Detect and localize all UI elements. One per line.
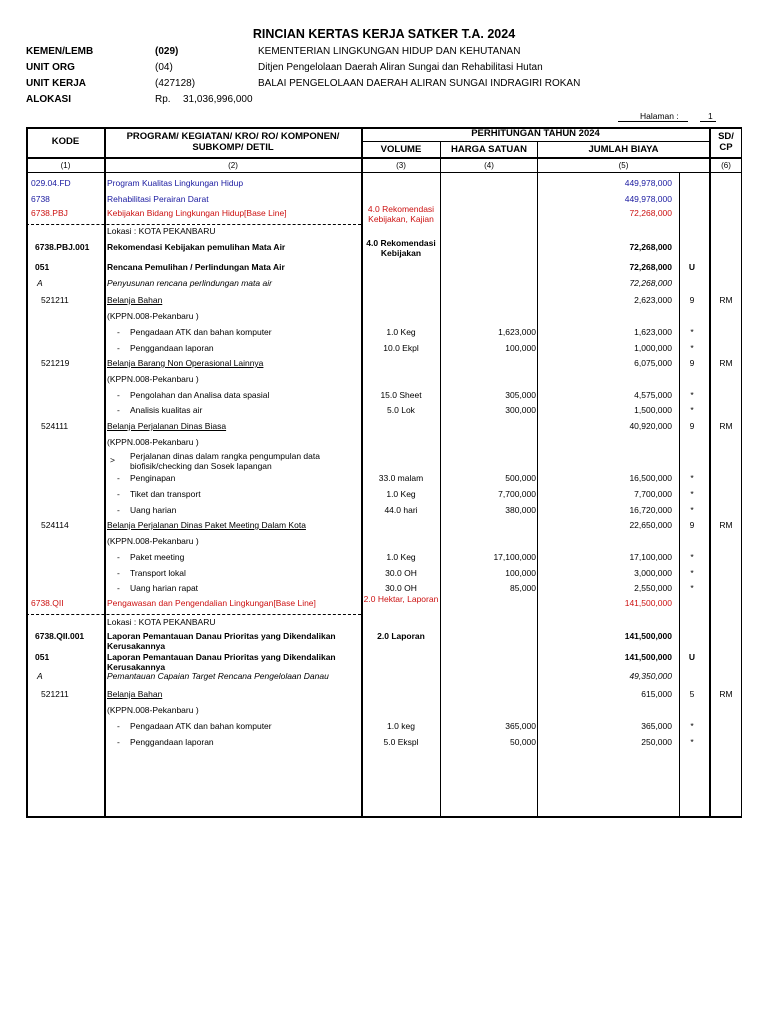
row-uraian: Pengadaan ATK dan bahan komputer	[130, 721, 272, 731]
bullet-dash: -	[117, 343, 120, 353]
header-label: ALOKASI	[26, 94, 71, 105]
row-jumlah: 250,000	[641, 737, 672, 747]
row-uraian: Transport lokal	[130, 568, 186, 578]
row-volume: 30.0 OH	[385, 583, 417, 593]
row-uraian: Rencana Pemulihan / Perlindungan Mata Air	[107, 262, 285, 272]
row-uraian: (KPPN.008-Pekanbaru )	[107, 705, 199, 715]
row-harga: 7,700,000	[498, 489, 536, 499]
row-kode: 521211	[41, 295, 69, 305]
alokasi-amount: 31,036,996,000	[183, 94, 253, 105]
column-header-kode: KODE	[51, 136, 80, 147]
row-uraian: Rekomendasi Kebijakan pemulihan Mata Air	[107, 242, 286, 252]
row-uraian: Belanja Perjalanan Dinas Biasa	[107, 421, 227, 431]
bullet-dash: -	[117, 583, 120, 593]
row-uraian: Uang harian rapat	[130, 583, 199, 593]
row-harga: 100,000	[505, 343, 536, 353]
row-kode: 521219	[41, 358, 70, 368]
row-kode: 6738	[31, 194, 50, 204]
bullet-dash: -	[117, 405, 120, 415]
column-header-program: PROGRAM/ KEGIATAN/ KRO/ RO/ KOMPONEN/ SUBKOMP/ DETIL	[126, 131, 340, 153]
column-header-perhitungan: PERHITUNGAN TAHUN 2024	[471, 128, 600, 139]
bullet-dash: -	[117, 327, 120, 337]
row-sd: *	[690, 405, 694, 415]
row-uraian: Lokasi : KOTA PEKANBARU	[107, 617, 216, 627]
row-volume: 10.0 Ekpl	[383, 343, 419, 353]
row-jumlah: 17,100,000	[629, 552, 672, 562]
row-harga: 305,000	[505, 390, 536, 400]
row-sd: 9	[689, 520, 695, 530]
row-kode: A	[37, 671, 43, 681]
row-harga: 17,100,000	[493, 552, 536, 562]
row-jumlah: 1,500,000	[634, 405, 672, 415]
row-volume: 4.0 Rekomendasi Kebijakan, Kajian	[367, 204, 435, 224]
row-uraian: (KPPN.008-Pekanbaru )	[107, 374, 199, 384]
row-uraian: Belanja Bahan	[107, 689, 163, 699]
row-kode: 524111	[41, 421, 69, 431]
row-uraian: (KPPN.008-Pekanbaru )	[107, 311, 199, 321]
row-jumlah: 49,350,000	[629, 671, 672, 681]
row-volume: 33.0 malam	[378, 473, 424, 483]
row-volume: 44.0 hari	[384, 505, 418, 515]
header-code: Rp.	[155, 94, 171, 105]
row-sd: 9	[689, 358, 695, 368]
row-volume: 5.0 Lok	[387, 405, 415, 415]
column-header-harga: HARGA SATUAN	[451, 144, 527, 155]
column-number: (2)	[228, 161, 238, 170]
row-uraian: Belanja Bahan	[107, 295, 163, 305]
column-number: (3)	[396, 161, 406, 170]
column-number: (6)	[721, 161, 731, 170]
row-harga: 500,000	[505, 473, 536, 483]
row-sd: *	[690, 505, 694, 515]
row-jumlah: 6,075,000	[634, 358, 672, 368]
row-kode: 051	[35, 262, 50, 272]
row-jumlah: 2,623,000	[634, 295, 672, 305]
row-volume: 30.0 OH	[385, 568, 417, 578]
column-number: (4)	[484, 161, 494, 170]
row-jumlah: 7,700,000	[634, 489, 672, 499]
row-jumlah: 449,978,000	[624, 194, 672, 204]
row-sd: U	[688, 262, 696, 272]
column-number: (5)	[618, 161, 629, 170]
row-volume: 4.0 Rekomendasi Kebijakan	[366, 238, 436, 258]
header-code: (04)	[155, 62, 173, 73]
page-title: RINCIAN KERTAS KERJA SATKER T.A. 2024	[252, 27, 516, 41]
column-number: (1)	[60, 161, 71, 170]
bullet-dash: -	[117, 489, 120, 499]
row-uraian: Perjalanan dinas dalam rangka pengumpulan data biofisik/checking dan Sosek lapangan	[130, 451, 320, 471]
row-jumlah: 4,575,000	[634, 390, 672, 400]
row-sd: *	[690, 343, 694, 353]
row-jumlah: 72,268,000	[629, 262, 672, 272]
row-harga: 1,623,000	[498, 327, 536, 337]
row-jumlah: 1,623,000	[634, 327, 672, 337]
row-jumlah: 141,500,000	[624, 652, 672, 662]
row-uraian: Rehabilitasi Perairan Darat	[107, 194, 209, 204]
row-volume: 5.0 Ekspl	[383, 737, 419, 747]
row-harga: 300,000	[505, 405, 536, 415]
header-label: KEMEN/LEMB	[26, 46, 94, 57]
row-uraian: Belanja Barang Non Operasional Lainnya	[107, 358, 264, 368]
row-volume: 2.0 Laporan	[377, 631, 425, 641]
row-uraian: Pengolahan dan Analisa data spasial	[130, 390, 270, 400]
row-jumlah: 365,000	[641, 721, 672, 731]
row-harga: 85,000	[510, 583, 536, 593]
row-uraian: Penggandaan laporan	[130, 737, 214, 747]
row-kode: 6738.QII	[31, 598, 64, 608]
bullet-dash: -	[117, 390, 120, 400]
row-uraian: Penginapan	[130, 473, 176, 483]
header-code: (427128)	[155, 78, 196, 89]
row-uraian: Pengadaan ATK dan bahan komputer	[130, 327, 272, 337]
row-uraian: Laporan Pemantauan Danau Prioritas yang Dikendalikan Kerusakannya	[107, 652, 336, 672]
row-sd: *	[690, 552, 694, 562]
bullet-dash: -	[117, 721, 120, 731]
row-volume: 2.0 Hektar, Laporan	[363, 594, 439, 604]
row-uraian: Pengawasan dan Pengendalian Lingkungan[Base Line]	[107, 598, 316, 608]
header-desc: KEMENTERIAN LINGKUNGAN HIDUP DAN KEHUTANAN	[258, 46, 521, 57]
row-sd: 9	[689, 295, 695, 305]
row-harga: 100,000	[505, 568, 536, 578]
row-kode: 524114	[41, 520, 69, 530]
row-kode: 6738.PBJ	[31, 208, 68, 218]
row-uraian: Penggandaan laporan	[130, 343, 214, 353]
row-jumlah: 141,500,000	[624, 598, 672, 608]
row-jumlah: 72,268,000	[629, 208, 672, 218]
bullet-dash: -	[117, 552, 120, 562]
row-uraian: (KPPN.008-Pekanbaru )	[107, 536, 199, 546]
row-sd: *	[690, 721, 694, 731]
column-header-jumlah: JUMLAH BIAYA	[588, 144, 659, 155]
row-uraian: Belanja Perjalanan Dinas Paket Meeting Dalam Kota	[107, 520, 306, 530]
header-label: UNIT ORG	[26, 62, 75, 73]
row-sd: *	[690, 583, 694, 593]
row-cp: RM	[719, 358, 733, 368]
row-cp: RM	[719, 520, 733, 530]
row-jumlah: 615,000	[641, 689, 672, 699]
row-uraian: Analisis kualitas air	[130, 405, 203, 415]
row-uraian: Uang harian	[130, 505, 177, 515]
row-cp: RM	[719, 421, 733, 431]
row-sd: 5	[689, 689, 695, 699]
row-uraian: Program Kualitas Lingkungan Hidup	[107, 178, 244, 188]
header-label: UNIT KERJA	[26, 78, 87, 89]
row-jumlah: 141,500,000	[624, 631, 672, 641]
row-kode: A	[37, 278, 43, 288]
row-jumlah: 16,720,000	[629, 505, 672, 515]
row-jumlah: 22,650,000	[629, 520, 672, 530]
row-harga: 50,000	[510, 737, 536, 747]
bullet-dash: -	[117, 737, 120, 747]
bullet-dash: -	[117, 473, 120, 483]
row-kode: 521211	[41, 689, 69, 699]
row-kode: 051	[35, 652, 50, 662]
column-header-volume: VOLUME	[380, 144, 422, 155]
row-jumlah: 449,978,000	[624, 178, 672, 188]
row-sd: U	[688, 652, 696, 662]
row-volume: 1.0 Keg	[386, 552, 416, 562]
halaman-label: Halaman :	[640, 111, 679, 121]
row-volume: 1.0 keg	[387, 721, 415, 731]
row-uraian: Tiket dan transport	[130, 489, 201, 499]
row-sd: *	[690, 568, 694, 578]
row-cp: RM	[719, 295, 733, 305]
bullet-dash: -	[117, 505, 120, 515]
row-uraian: Laporan Pemantauan Danau Prioritas yang Dikendalikan Kerusakannya	[107, 631, 336, 651]
row-uraian: Kebijakan Bidang Lingkungan Hidup[Base Line]	[107, 208, 287, 218]
row-uraian: Paket meeting	[130, 552, 185, 562]
row-sd: *	[690, 327, 694, 337]
row-jumlah: 3,000,000	[634, 568, 672, 578]
row-jumlah: 72,268,000	[629, 242, 672, 252]
row-uraian: Lokasi : KOTA PEKANBARU	[107, 226, 216, 236]
row-jumlah: 2,550,000	[634, 583, 672, 593]
header-desc: BALAI PENGELOLAAN DAERAH ALIRAN SUNGAI INDRAGIRI ROKAN	[258, 78, 581, 89]
row-sd: *	[690, 473, 694, 483]
row-jumlah: 40,920,000	[629, 421, 672, 431]
column-header-sdcp: SD/ CP	[718, 131, 734, 153]
row-jumlah: 16,500,000	[629, 473, 672, 483]
row-uraian: Penyusunan rencana perlindungan mata air	[107, 278, 272, 288]
row-uraian: (KPPN.008-Pekanbaru )	[107, 437, 199, 447]
row-jumlah: 1,000,000	[634, 343, 672, 353]
row-harga: 365,000	[505, 721, 536, 731]
row-harga: 380,000	[505, 505, 536, 515]
row-sd: *	[690, 737, 694, 747]
group-marker: >	[110, 455, 115, 465]
row-jumlah: 72,268,000	[629, 278, 672, 288]
row-sd: *	[690, 489, 694, 499]
row-kode: 029.04.FD	[31, 178, 71, 188]
header-code: (029)	[155, 46, 179, 57]
row-kode: 6738.QII.001	[35, 631, 85, 641]
row-sd: *	[690, 390, 694, 400]
header-desc: Ditjen Pengelolaan Daerah Aliran Sungai dan Rehabilitasi Hutan	[258, 62, 543, 73]
row-sd: 9	[689, 421, 695, 431]
halaman-number: 1	[708, 111, 713, 121]
row-volume: 1.0 Keg	[386, 489, 416, 499]
row-volume: 1.0 Keg	[386, 327, 416, 337]
bullet-dash: -	[117, 568, 120, 578]
row-uraian: Pemantauan Capaian Target Rencana Pengelolaan Danau	[107, 671, 329, 681]
row-cp: RM	[719, 689, 733, 699]
row-volume: 15.0 Sheet	[380, 390, 422, 400]
row-kode: 6738.PBJ.001	[35, 242, 90, 252]
